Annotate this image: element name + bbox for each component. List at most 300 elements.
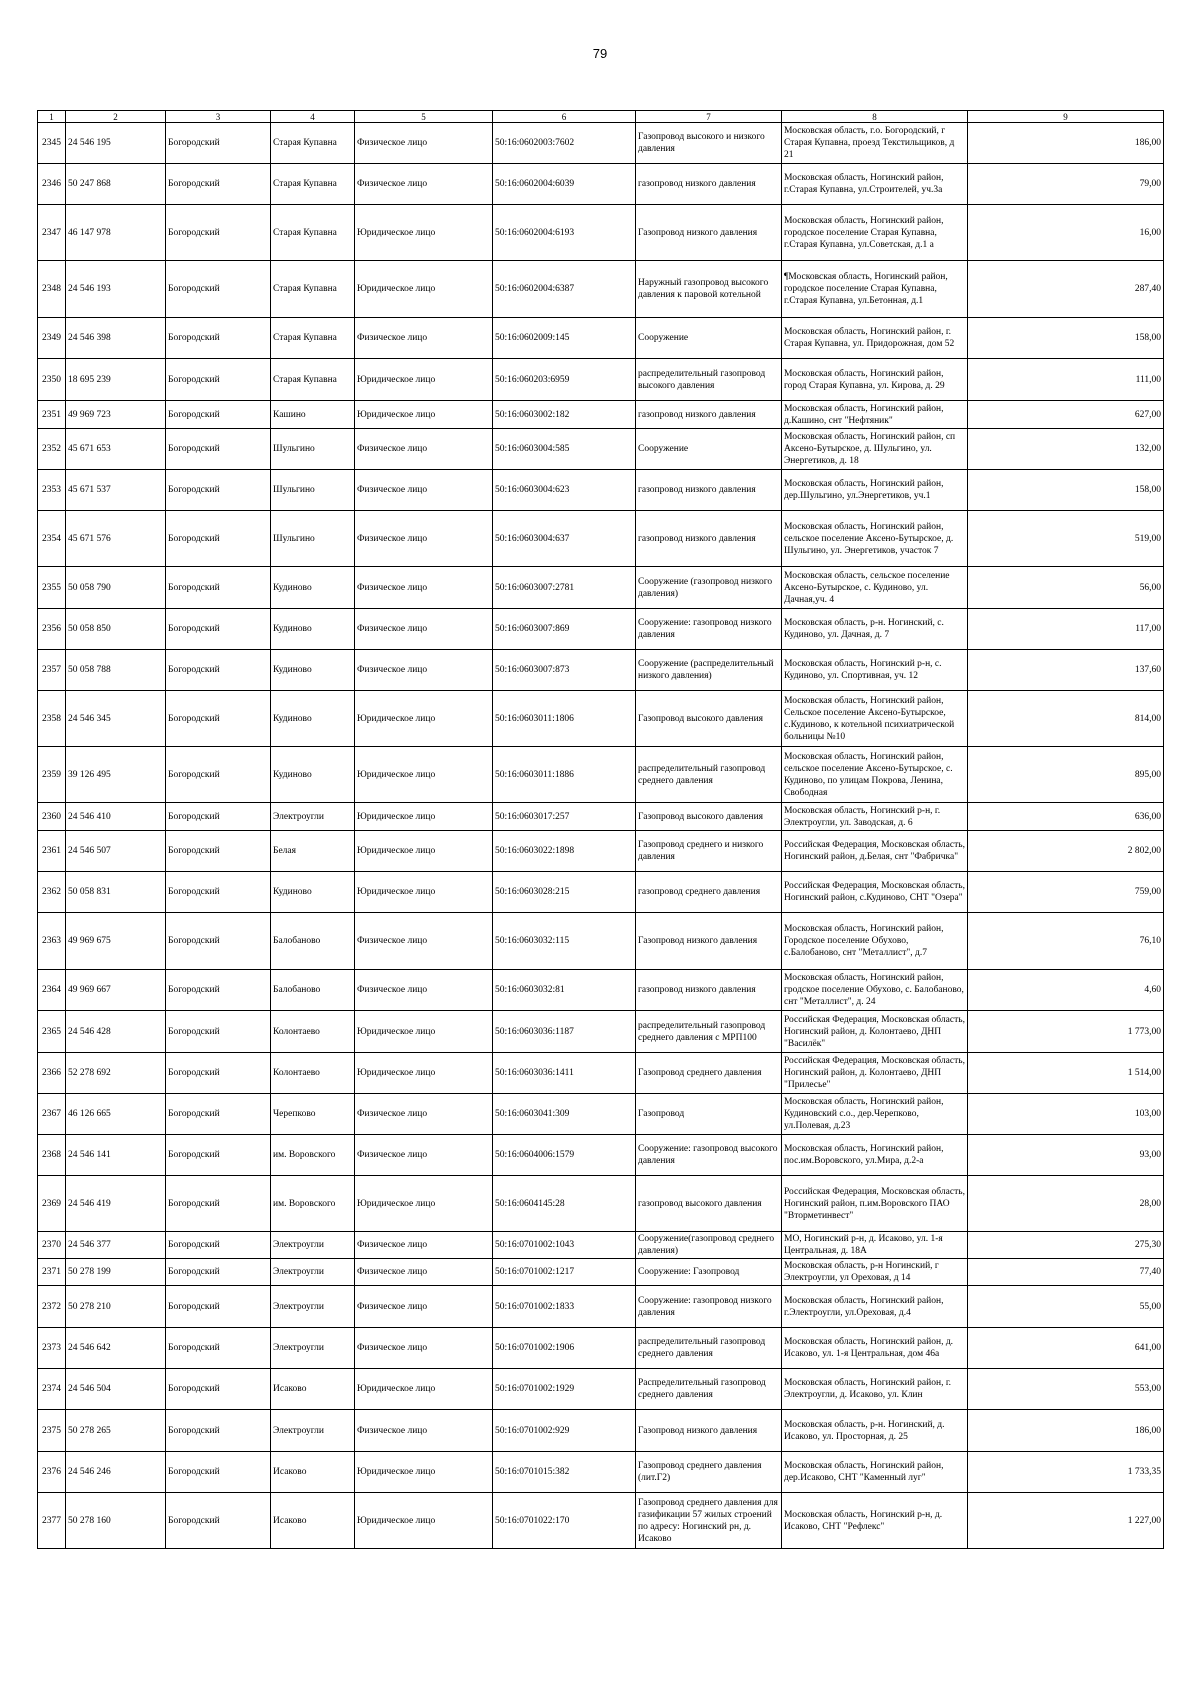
table-row — [38, 429, 1164, 470]
registry-id: 24 546 246 — [66, 1452, 166, 1493]
row-number: 2364 — [38, 970, 66, 1011]
registry-id: 46 126 665 — [66, 1094, 166, 1135]
table-row — [38, 318, 1164, 359]
object-name: Газопровод низкого давления — [636, 913, 782, 970]
object-name: Газопровод высокого давления — [636, 803, 782, 831]
cadastral-number: 50:16:060203:6959 — [493, 359, 636, 401]
locality: Кудиново — [271, 609, 355, 650]
object-name: Сооружение — [636, 429, 782, 470]
table-row — [38, 123, 1164, 164]
address: Московская область, Ногинский район, сельское поселение Аксено-Бутырское, с. Кудиново, по улицам Покрова, Ленина, Свободная — [782, 747, 968, 803]
cadastral-number: 50:16:0603004:623 — [493, 470, 636, 511]
address: ¶Московская область, Ногинский район, городское поселение Старая Купавна, г.Старая Купавна, ул.Бетонная, д.1 — [782, 261, 968, 318]
object-name: газопровод низкого давления — [636, 401, 782, 429]
registry-id: 45 671 576 — [66, 511, 166, 567]
cadastral-number: 50:16:0603007:869 — [493, 609, 636, 650]
owner-type: Юридическое лицо — [355, 1011, 493, 1053]
district: Богородский — [166, 1259, 271, 1286]
district: Богородский — [166, 691, 271, 747]
cadastral-number: 50:16:0603011:1886 — [493, 747, 636, 803]
table-row — [38, 1176, 1164, 1232]
registry-id: 24 546 345 — [66, 691, 166, 747]
length-value: 553,00 — [968, 1369, 1164, 1410]
table-row — [38, 803, 1164, 831]
length-value: 16,00 — [968, 205, 1164, 261]
registry-id: 50 058 788 — [66, 650, 166, 691]
object-name: Газопровод среднего и низкого давления — [636, 831, 782, 872]
cadastral-number: 50:16:0604006:1579 — [493, 1135, 636, 1176]
registry-id: 49 969 667 — [66, 970, 166, 1011]
cadastral-number: 50:16:0701022:170 — [493, 1493, 636, 1549]
row-number: 2347 — [38, 205, 66, 261]
registry-id: 24 546 195 — [66, 123, 166, 164]
owner-type: Юридическое лицо — [355, 359, 493, 401]
table-row — [38, 1094, 1164, 1135]
registry-id: 46 147 978 — [66, 205, 166, 261]
row-number: 2345 — [38, 123, 66, 164]
table-row — [38, 913, 1164, 970]
table-row — [38, 359, 1164, 401]
cadastral-number: 50:16:0602004:6193 — [493, 205, 636, 261]
object-name: Газопровод среднего давления — [636, 1053, 782, 1094]
length-value: 636,00 — [968, 803, 1164, 831]
length-value: 28,00 — [968, 1176, 1164, 1232]
row-number: 2371 — [38, 1259, 66, 1286]
cadastral-number: 50:16:0602003:7602 — [493, 123, 636, 164]
district: Богородский — [166, 1452, 271, 1493]
row-number: 2376 — [38, 1452, 66, 1493]
district: Богородский — [166, 359, 271, 401]
object-name: газопровод высокого давления — [636, 1176, 782, 1232]
address: Московская область, Ногинский район, г.Электроугли, ул.Ореховая, д.4 — [782, 1286, 968, 1328]
length-value: 4,60 — [968, 970, 1164, 1011]
table-row — [38, 1328, 1164, 1369]
district: Богородский — [166, 1369, 271, 1410]
registry-id: 24 546 410 — [66, 803, 166, 831]
locality: Черепково — [271, 1094, 355, 1135]
row-number: 2375 — [38, 1410, 66, 1452]
object-name: Газопровод низкого давления — [636, 205, 782, 261]
locality: Колонтаево — [271, 1053, 355, 1094]
cadastral-number: 50:16:0701002:1929 — [493, 1369, 636, 1410]
locality: Балобаново — [271, 970, 355, 1011]
owner-type: Юридическое лицо — [355, 1053, 493, 1094]
locality: Электроугли — [271, 1259, 355, 1286]
column-header: 7 — [636, 111, 782, 123]
object-name: Сооружение: Газопровод — [636, 1259, 782, 1286]
district: Богородский — [166, 567, 271, 609]
row-number: 2377 — [38, 1493, 66, 1549]
cadastral-number: 50:16:0701002:1043 — [493, 1232, 636, 1259]
registry-id: 50 278 265 — [66, 1410, 166, 1452]
object-name: Сооружение (газопровод низкого давления) — [636, 567, 782, 609]
row-number: 2355 — [38, 567, 66, 609]
registry-id: 50 058 831 — [66, 872, 166, 913]
object-name: газопровод среднего давления — [636, 872, 782, 913]
table-row — [38, 1232, 1164, 1259]
length-value: 895,00 — [968, 747, 1164, 803]
owner-type: Юридическое лицо — [355, 691, 493, 747]
table-row — [38, 261, 1164, 318]
length-value: 2 802,00 — [968, 831, 1164, 872]
object-name: Сооружение: газопровод низкого давления — [636, 1286, 782, 1328]
cadastral-number: 50:16:0602009:145 — [493, 318, 636, 359]
table-row — [38, 1011, 1164, 1053]
address: Московская область, Ногинский район, Городское поселение Обухово, с.Балобаново, снт "Металлист", д.7 — [782, 913, 968, 970]
locality: Исаково — [271, 1452, 355, 1493]
owner-type: Юридическое лицо — [355, 831, 493, 872]
row-number: 2346 — [38, 164, 66, 205]
row-number: 2350 — [38, 359, 66, 401]
district: Богородский — [166, 261, 271, 318]
owner-type: Физическое лицо — [355, 164, 493, 205]
cadastral-number: 50:16:0603007:2781 — [493, 567, 636, 609]
owner-type: Физическое лицо — [355, 123, 493, 164]
owner-type: Юридическое лицо — [355, 1369, 493, 1410]
address: Московская область, Ногинский район, городское поселение Старая Купавна, г.Старая Купавна, ул.Советская, д.1 а — [782, 205, 968, 261]
owner-type: Юридическое лицо — [355, 872, 493, 913]
district: Богородский — [166, 1094, 271, 1135]
registry-id: 52 278 692 — [66, 1053, 166, 1094]
owner-type: Физическое лицо — [355, 567, 493, 609]
registry-id: 39 126 495 — [66, 747, 166, 803]
row-number: 2359 — [38, 747, 66, 803]
column-header: 8 — [782, 111, 968, 123]
district: Богородский — [166, 1011, 271, 1053]
length-value: 814,00 — [968, 691, 1164, 747]
locality: Кудиново — [271, 691, 355, 747]
locality: им. Воровского — [271, 1135, 355, 1176]
cadastral-number: 50:16:0603036:1187 — [493, 1011, 636, 1053]
address: Российская Федерация, Московская область, Ногинский район, п.им.Воровского ПАО "Вторметинвест" — [782, 1176, 968, 1232]
row-number: 2362 — [38, 872, 66, 913]
length-value: 759,00 — [968, 872, 1164, 913]
object-name: Газопровод — [636, 1094, 782, 1135]
table-row — [38, 609, 1164, 650]
address: Московская область, Ногинский район, д. Исаково, ул. 1-я Центральная, дом 46а — [782, 1328, 968, 1369]
row-number: 2360 — [38, 803, 66, 831]
cadastral-number: 50:16:0603004:637 — [493, 511, 636, 567]
district: Богородский — [166, 470, 271, 511]
object-name: Сооружение: газопровод низкого давления — [636, 609, 782, 650]
district: Богородский — [166, 970, 271, 1011]
registry-table — [37, 110, 1164, 1549]
registry-id: 24 546 428 — [66, 1011, 166, 1053]
row-number: 2349 — [38, 318, 66, 359]
length-value: 1 227,00 — [968, 1493, 1164, 1549]
owner-type: Физическое лицо — [355, 470, 493, 511]
locality: Колонтаево — [271, 1011, 355, 1053]
cadastral-number: 50:16:0604145:28 — [493, 1176, 636, 1232]
object-name: распределительный газопровод среднего давления — [636, 747, 782, 803]
address: Московская область, Ногинский район, г. Электроугли, д. Исаково, ул. Клин — [782, 1369, 968, 1410]
length-value: 641,00 — [968, 1328, 1164, 1369]
row-number: 2373 — [38, 1328, 66, 1369]
address: Московская область, Ногинский район, сельское поселение Аксено-Бутырское, д. Шульгино, ул. Энергетиков, участок 7 — [782, 511, 968, 567]
object-name: Газопровод высокого давления — [636, 691, 782, 747]
registry-id: 24 546 377 — [66, 1232, 166, 1259]
locality: Электроугли — [271, 803, 355, 831]
owner-type: Юридическое лицо — [355, 205, 493, 261]
district: Богородский — [166, 1176, 271, 1232]
table-row — [38, 470, 1164, 511]
registry-id: 50 058 790 — [66, 567, 166, 609]
address: Московская область, Ногинский район, дер.Шульгино, ул.Энергетиков, уч.1 — [782, 470, 968, 511]
address: Московская область, р-н Ногинский, г Электроугли, ул Ореховая, д 14 — [782, 1259, 968, 1286]
locality: Старая Купавна — [271, 359, 355, 401]
district: Богородский — [166, 609, 271, 650]
cadastral-number: 50:16:0701002:1906 — [493, 1328, 636, 1369]
district: Богородский — [166, 872, 271, 913]
registry-id: 50 278 199 — [66, 1259, 166, 1286]
district: Богородский — [166, 205, 271, 261]
locality: Шульгино — [271, 511, 355, 567]
length-value: 93,00 — [968, 1135, 1164, 1176]
table-row — [38, 401, 1164, 429]
locality: Исаково — [271, 1369, 355, 1410]
registry-id: 24 546 398 — [66, 318, 166, 359]
cadastral-number: 50:16:0603022:1898 — [493, 831, 636, 872]
locality: Балобаново — [271, 913, 355, 970]
object-name: Наружный газопровод высокого давления к паровой котельной — [636, 261, 782, 318]
length-value: 132,00 — [968, 429, 1164, 470]
address: Московская область, Ногинский район, город Старая Купавна, ул. Кирова, д. 29 — [782, 359, 968, 401]
length-value: 76,10 — [968, 913, 1164, 970]
owner-type: Юридическое лицо — [355, 1493, 493, 1549]
length-value: 56,00 — [968, 567, 1164, 609]
length-value: 158,00 — [968, 470, 1164, 511]
column-header: 2 — [66, 111, 166, 123]
cadastral-number: 50:16:0603041:309 — [493, 1094, 636, 1135]
address: Московская область, Ногинский район, пос.им.Воровского, ул.Мира, д.2-а — [782, 1135, 968, 1176]
district: Богородский — [166, 511, 271, 567]
column-header: 6 — [493, 111, 636, 123]
registry-id: 24 546 141 — [66, 1135, 166, 1176]
district: Богородский — [166, 164, 271, 205]
registry-id: 50 278 160 — [66, 1493, 166, 1549]
object-name: Газопровод низкого давления — [636, 1410, 782, 1452]
district: Богородский — [166, 429, 271, 470]
owner-type: Юридическое лицо — [355, 261, 493, 318]
owner-type: Физическое лицо — [355, 609, 493, 650]
length-value: 186,00 — [968, 123, 1164, 164]
row-number: 2353 — [38, 470, 66, 511]
address: Московская область, Ногинский район, г. Старая Купавна, ул. Придорожная, дом 52 — [782, 318, 968, 359]
registry-id: 24 546 419 — [66, 1176, 166, 1232]
length-value: 117,00 — [968, 609, 1164, 650]
cadastral-number: 50:16:0603007:873 — [493, 650, 636, 691]
locality: Электроугли — [271, 1328, 355, 1369]
table-row — [38, 691, 1164, 747]
district: Богородский — [166, 123, 271, 164]
row-number: 2348 — [38, 261, 66, 318]
locality: им. Воровского — [271, 1176, 355, 1232]
owner-type: Физическое лицо — [355, 1259, 493, 1286]
length-value: 55,00 — [968, 1286, 1164, 1328]
owner-type: Физическое лицо — [355, 1232, 493, 1259]
district: Богородский — [166, 650, 271, 691]
district: Богородский — [166, 1328, 271, 1369]
locality: Исаково — [271, 1493, 355, 1549]
district: Богородский — [166, 1232, 271, 1259]
length-value: 103,00 — [968, 1094, 1164, 1135]
owner-type: Юридическое лицо — [355, 747, 493, 803]
row-number: 2351 — [38, 401, 66, 429]
locality: Шульгино — [271, 429, 355, 470]
row-number: 2358 — [38, 691, 66, 747]
row-number: 2367 — [38, 1094, 66, 1135]
row-number: 2352 — [38, 429, 66, 470]
address: Российская Федерация, Московская область, Ногинский район, д. Колонтаево, ДНП "Прилесье" — [782, 1053, 968, 1094]
table-row — [38, 511, 1164, 567]
object-name: газопровод низкого давления — [636, 164, 782, 205]
column-header: 1 — [38, 111, 66, 123]
district: Богородский — [166, 1410, 271, 1452]
cadastral-number: 50:16:0603036:1411 — [493, 1053, 636, 1094]
table-row — [38, 567, 1164, 609]
table-header-row — [38, 111, 1164, 123]
object-name: распределительный газопровод среднего давления — [636, 1328, 782, 1369]
address: Московская область, Ногинский район, г.Старая Купавна, ул.Строителей, уч.3а — [782, 164, 968, 205]
column-header: 4 — [271, 111, 355, 123]
row-number: 2369 — [38, 1176, 66, 1232]
address: Московская область, Ногинский район, дер.Исаково, СНТ "Каменный луг" — [782, 1452, 968, 1493]
owner-type: Физическое лицо — [355, 1286, 493, 1328]
column-header: 9 — [968, 111, 1164, 123]
registry-id: 45 671 653 — [66, 429, 166, 470]
object-name: Распределительный газопровод среднего давления — [636, 1369, 782, 1410]
table-row — [38, 650, 1164, 691]
locality: Кудиново — [271, 747, 355, 803]
object-name: распределительный газопровод среднего давления с МРП100 — [636, 1011, 782, 1053]
address: Московская область, р-н. Ногинский, с. Кудиново, ул. Дачная, д. 7 — [782, 609, 968, 650]
district: Богородский — [166, 913, 271, 970]
object-name: распределительный газопровод высокого давления — [636, 359, 782, 401]
table-row — [38, 1135, 1164, 1176]
district: Богородский — [166, 803, 271, 831]
locality: Электроугли — [271, 1410, 355, 1452]
registry-id: 50 247 868 — [66, 164, 166, 205]
row-number: 2365 — [38, 1011, 66, 1053]
length-value: 77,40 — [968, 1259, 1164, 1286]
owner-type: Физическое лицо — [355, 318, 493, 359]
object-name: Сооружение: газопровод высокого давления — [636, 1135, 782, 1176]
table-row — [38, 747, 1164, 803]
length-value: 1 514,00 — [968, 1053, 1164, 1094]
owner-type: Юридическое лицо — [355, 1452, 493, 1493]
length-value: 627,00 — [968, 401, 1164, 429]
table-body — [38, 123, 1164, 1549]
row-number: 2370 — [38, 1232, 66, 1259]
table-row — [38, 1452, 1164, 1493]
district: Богородский — [166, 1135, 271, 1176]
district: Богородский — [166, 1053, 271, 1094]
cadastral-number: 50:16:0602004:6387 — [493, 261, 636, 318]
address: МО, Ногинский р-н, д. Исаково, ул. 1-я Центральная, д. 18А — [782, 1232, 968, 1259]
cadastral-number: 50:16:0603011:1806 — [493, 691, 636, 747]
address: Московская область, Ногинский район, Сельское поселение Аксено-Бутырское, с.Кудиново, к котельной психиатрической больницы №10 — [782, 691, 968, 747]
row-number: 2368 — [38, 1135, 66, 1176]
object-name: газопровод низкого давления — [636, 970, 782, 1011]
district: Богородский — [166, 401, 271, 429]
row-number: 2357 — [38, 650, 66, 691]
locality: Старая Купавна — [271, 123, 355, 164]
address: Московская область, Ногинский р-н, г. Электроугли, ул. Заводская, д. 6 — [782, 803, 968, 831]
length-value: 1 773,00 — [968, 1011, 1164, 1053]
address: Московская область, г.о. Богородский, г Старая Купавна, проезд Текстильщиков, д 21 — [782, 123, 968, 164]
object-name: Сооружение(газопровод среднего давления) — [636, 1232, 782, 1259]
owner-type: Физическое лицо — [355, 511, 493, 567]
owner-type: Юридическое лицо — [355, 401, 493, 429]
owner-type: Физическое лицо — [355, 429, 493, 470]
address: Российская Федерация, Московская область, Ногинский район, д. Колонтаево, ДНП "Василёк" — [782, 1011, 968, 1053]
row-number: 2354 — [38, 511, 66, 567]
registry-id: 49 969 723 — [66, 401, 166, 429]
row-number: 2366 — [38, 1053, 66, 1094]
locality: Электроугли — [271, 1286, 355, 1328]
table-row — [38, 1259, 1164, 1286]
owner-type: Физическое лицо — [355, 970, 493, 1011]
address: Московская область, Ногинский р-н, с. Кудиново, ул. Спортивная, уч. 12 — [782, 650, 968, 691]
district: Богородский — [166, 318, 271, 359]
address: Московская область, сельское поселение Аксено-Бутырское, с. Кудиново, ул. Дачная,уч. 4 — [782, 567, 968, 609]
address: Российская Федерация, Московская область, Ногинский район, с.Кудиново, СНТ "Озера" — [782, 872, 968, 913]
column-header: 3 — [166, 111, 271, 123]
locality: Старая Купавна — [271, 261, 355, 318]
registry-id: 24 546 642 — [66, 1328, 166, 1369]
address: Московская область, Ногинский район, сп Аксено-Бутырское, д. Шульгино, ул. Энергетиков, д. 18 — [782, 429, 968, 470]
length-value: 111,00 — [968, 359, 1164, 401]
locality: Старая Купавна — [271, 318, 355, 359]
table-row — [38, 205, 1164, 261]
table-row — [38, 1369, 1164, 1410]
length-value: 158,00 — [968, 318, 1164, 359]
object-name: Газопровод среднего давления для газификации 57 жилых строений по адресу: Ногинский рн, д. Исаково — [636, 1493, 782, 1549]
length-value: 287,40 — [968, 261, 1164, 318]
cadastral-number: 50:16:0603032:115 — [493, 913, 636, 970]
cadastral-number: 50:16:0603028:215 — [493, 872, 636, 913]
registry-id: 49 969 675 — [66, 913, 166, 970]
owner-type: Физическое лицо — [355, 650, 493, 691]
owner-type: Физическое лицо — [355, 1135, 493, 1176]
length-value: 1 733,35 — [968, 1452, 1164, 1493]
locality: Старая Купавна — [271, 164, 355, 205]
table-row — [38, 1493, 1164, 1549]
table-row — [38, 831, 1164, 872]
locality: Кудиново — [271, 872, 355, 913]
locality: Кудиново — [271, 567, 355, 609]
cadastral-number: 50:16:0603004:585 — [493, 429, 636, 470]
column-header: 5 — [355, 111, 493, 123]
length-value: 79,00 — [968, 164, 1164, 205]
row-number: 2374 — [38, 1369, 66, 1410]
owner-type: Юридическое лицо — [355, 803, 493, 831]
owner-type: Физическое лицо — [355, 1094, 493, 1135]
object-name: Сооружение — [636, 318, 782, 359]
address: Московская область, Ногинский р-н, д. Исаково, СНТ "Рефлекс" — [782, 1493, 968, 1549]
address: Московская область, Ногинский район, Кудиновский с.о., дер.Черепково, ул.Полевая, д.23 — [782, 1094, 968, 1135]
registry-id: 45 671 537 — [66, 470, 166, 511]
row-number: 2372 — [38, 1286, 66, 1328]
table-row — [38, 1053, 1164, 1094]
address: Московская область, р-н. Ногинский, д. Исаково, ул. Просторная, д. 25 — [782, 1410, 968, 1452]
locality: Белая — [271, 831, 355, 872]
length-value: 275,30 — [968, 1232, 1164, 1259]
cadastral-number: 50:16:0701002:1833 — [493, 1286, 636, 1328]
table-row — [38, 872, 1164, 913]
registry-id: 50 278 210 — [66, 1286, 166, 1328]
cadastral-number: 50:16:0602004:6039 — [493, 164, 636, 205]
